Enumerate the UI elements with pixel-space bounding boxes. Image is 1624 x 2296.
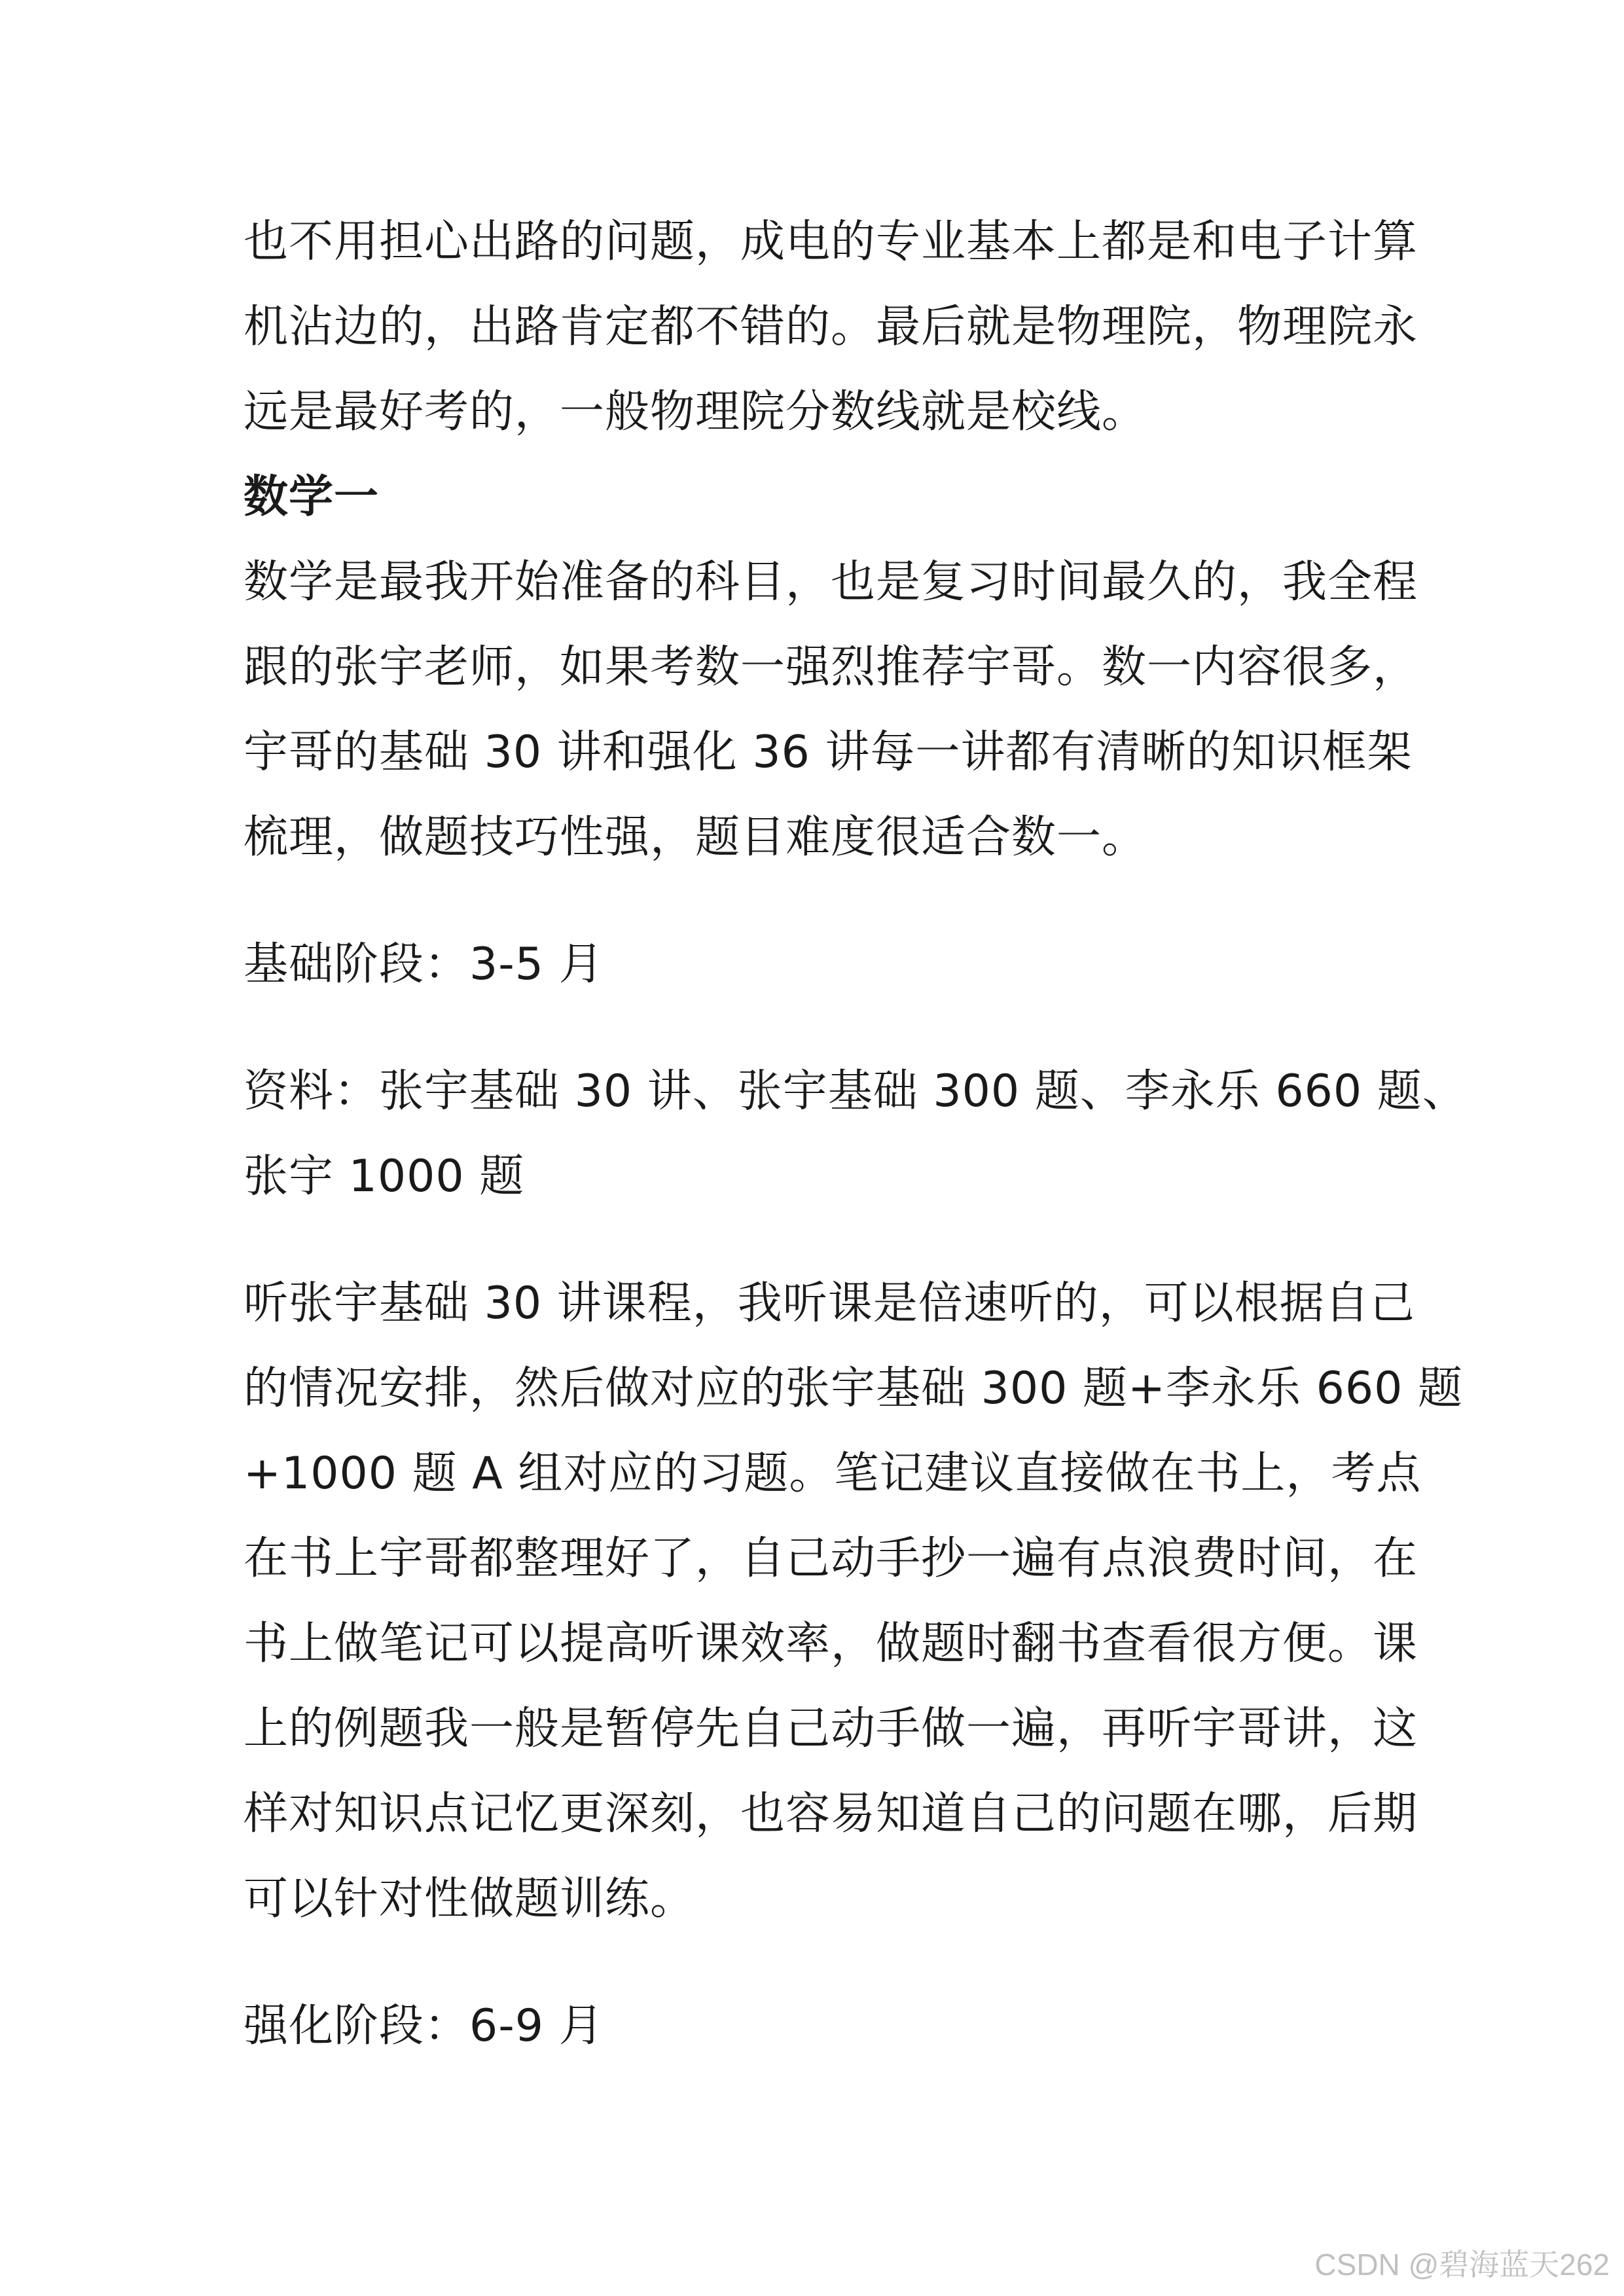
text-line: 样对知识点记忆更深刻，也容易知道自己的问题在哪，后期 [244,1788,1418,1840]
text-line: 资料：张宇基础 30 讲、张宇基础 300 题、李永乐 660 题、 [244,1066,1468,1117]
text-line: 机沾边的，出路肯定都不错的。最后就是物理院，物理院永 [244,301,1418,353]
text-line: 梳理，做题技巧性强，题目难度很适合数一。 [244,812,1147,863]
materials-paragraph [244,1049,1468,1219]
intro-paragraph [244,200,1418,455]
text-line: 远是最好考的，一般物理院分数线就是校线。 [244,386,1147,438]
text-line: 宇哥的基础 30 讲和强化 36 讲每一讲都有清晰的知识框架 [244,726,1413,778]
text-line: 上的例题我一般是暂停先自己动手做一遍，再听宇哥讲，这 [244,1703,1418,1755]
csdn-watermark: CSDN @碧海蓝天262 [1314,2248,1610,2282]
text-line: 在书上宇哥都整理好了，自己动手抄一遍有点浪费时间，在 [244,1533,1418,1585]
text-line: 的情况安排，然后做对应的张宇基础 300 题+李永乐 660 题 [244,1363,1464,1414]
text-line: 听张宇基础 30 讲课程，我听课是倍速听的，可以根据自己 [244,1278,1415,1329]
text-line: +1000 题 A 组对应的习题。笔记建议直接做在书上，考点 [244,1448,1422,1499]
basic-stage-label: 基础阶段：3-5 月 [244,939,604,990]
strengthen-stage-label: 强化阶段：6-9 月 [244,2000,604,2052]
math-intro-paragraph [244,540,1418,880]
text-line: 张宇 1000 题 [244,1151,525,1202]
text-line: 可以针对性做题训练。 [244,1873,696,1925]
method-paragraph [244,1261,1464,1942]
text-line: 跟的张宇老师，如果考数一强烈推荐宇哥。数一内容很多， [244,641,1418,693]
text-line: 也不用担心出路的问题，成电的专业基本上都是和电子计算 [244,216,1418,268]
section-heading: 数学一 [244,471,380,523]
text-line: 数学是最我开始准备的科目，也是复习时间最久的，我全程 [244,556,1418,608]
document-body [244,200,1468,2069]
text-line: 书上做笔记可以提高听课效率，做题时翻书查看很方便。课 [244,1618,1418,1670]
